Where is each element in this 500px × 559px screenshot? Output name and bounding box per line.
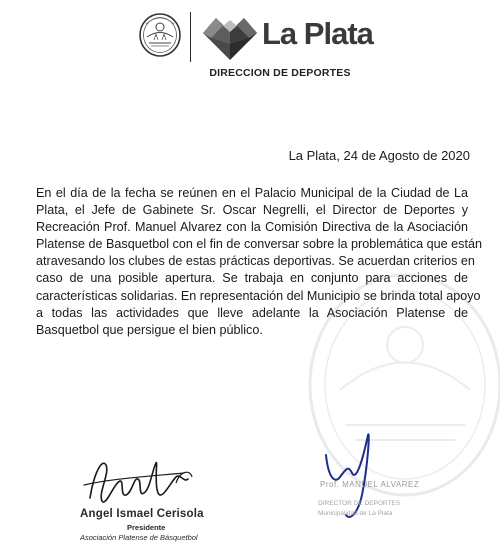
la-plata-heart-logo-icon [201,12,259,62]
stamp-name: Prof. MANUEL ALVAREZ [320,480,420,489]
brand-name: La Plata [262,16,373,51]
body-line: En el día de la fecha se reúnen en el Palacio Municipal de la Ciudad de La [36,186,468,200]
body-line: atravesando los clubes de estas prácticas deportivas. Se acuerdan criterios en [36,254,475,269]
department-title: DIRECCION DE DEPORTES [209,67,351,79]
body-paragraph [36,185,482,339]
signer-name: Angel Ismael Cerisola [80,508,204,520]
stamp-organization: Municipalidad de La Plata [318,510,393,517]
body-line: Platense de Basquetbol con el fin de conversar sobre la problemática que están [36,237,482,252]
body-line: a todas las actividades que lleve adelante la Asociación Platense de [36,305,468,320]
signer-organization: Asociación Platense de Básquetbol [80,533,198,542]
document-date: La Plata, 24 de Agosto de 2020 [288,148,470,163]
signer-role: Presidente [127,523,166,532]
body-line: Recreación Prof. Manuel Alvarez con la Comisión Directiva de la Asociación [36,220,468,235]
body-line: características solidarias. En representación del Municipio se brinda total apoyo [36,288,481,303]
body-line: Plata, el Jefe de Gabinete Sr. Oscar Negrelli, el Director de Deportes y [36,203,468,218]
body-line: Basquetbol que persigue el bien público. [36,322,263,337]
header-divider [190,12,191,62]
left-handwritten-signature [80,453,200,513]
municipal-seal-icon [136,10,184,58]
stamp-title: DIRECTOR DE DEPORTES [318,500,401,507]
body-line: caso de una posible apertura. Se trabaja en conjunto para acciones de [36,271,468,286]
